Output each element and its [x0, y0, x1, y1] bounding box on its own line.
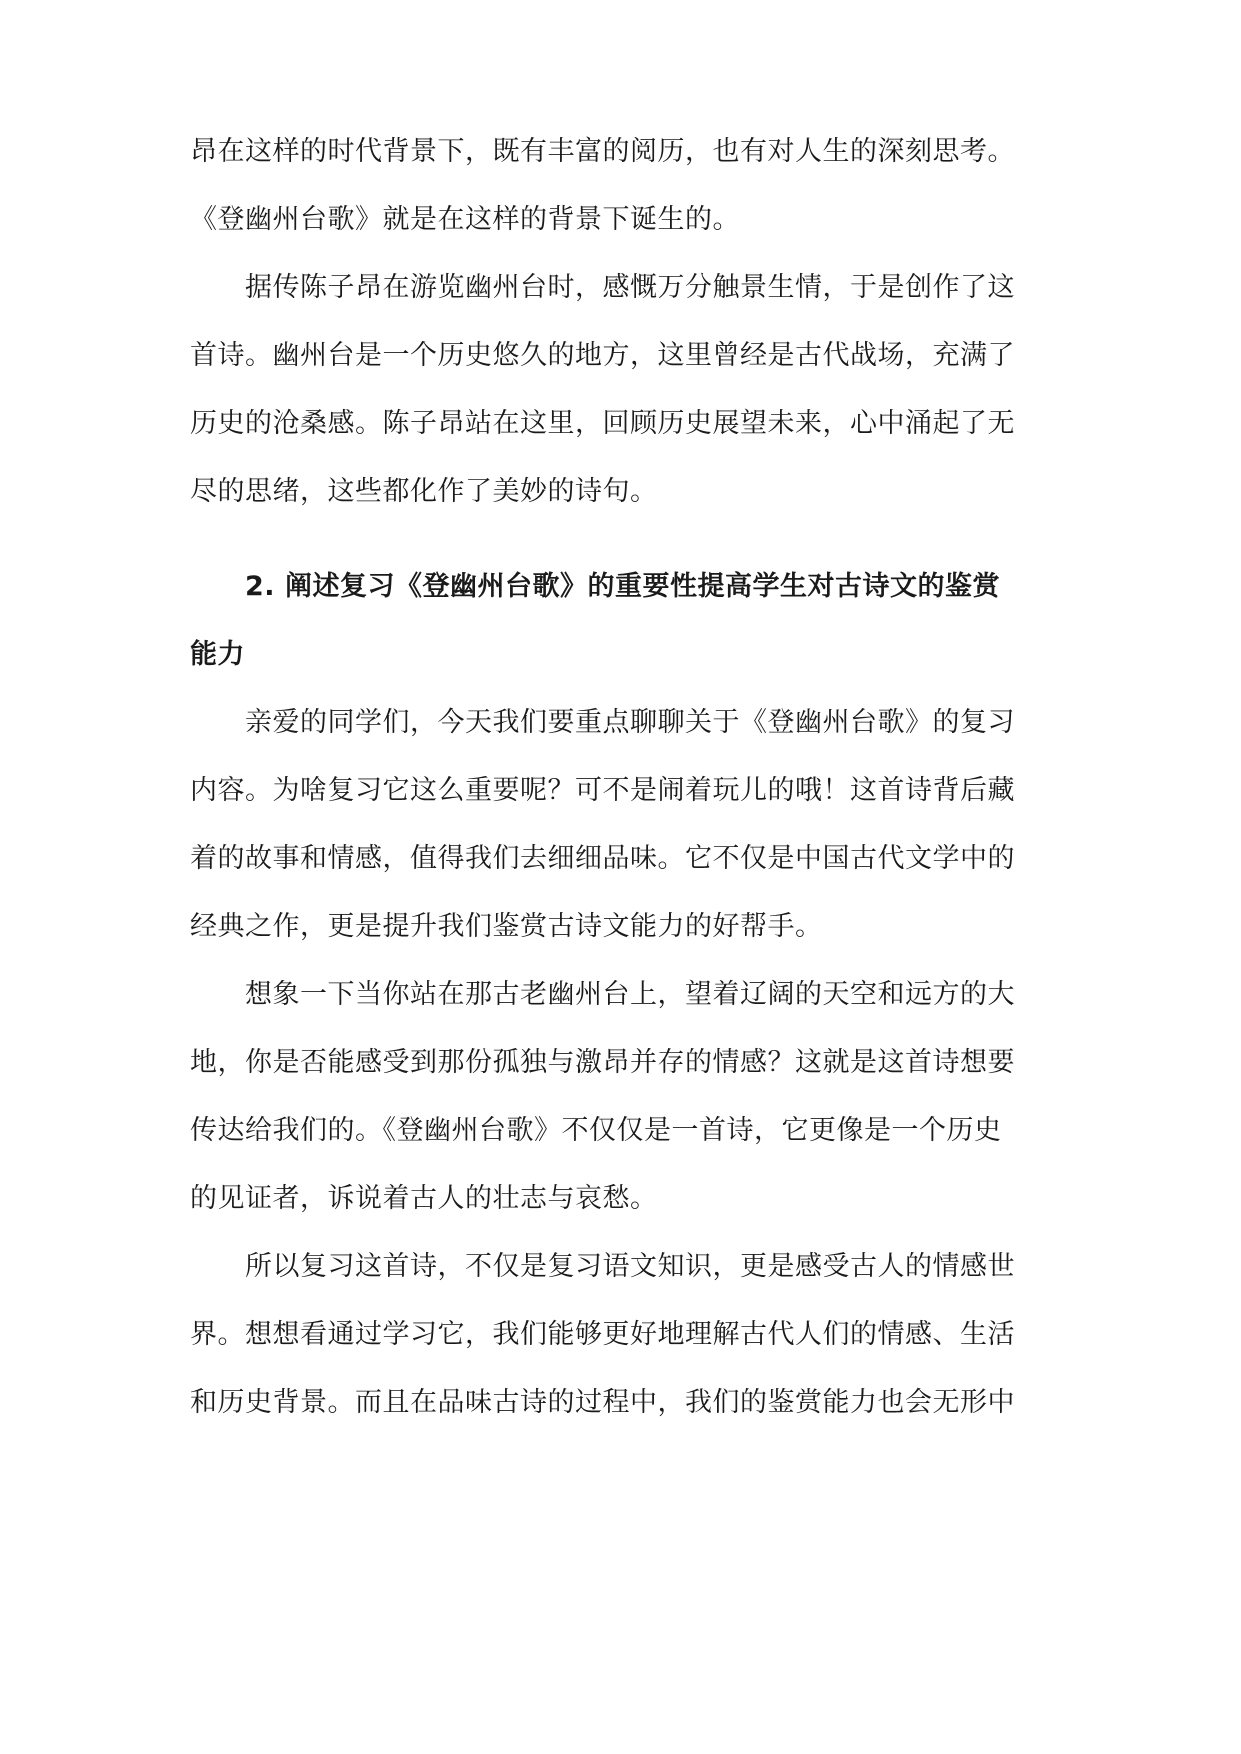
section-heading-line-1: 2. 阐述复习《登幽州台歌》的重要性提高学生对古诗文的鉴赏 — [245, 571, 1000, 602]
paragraph-1-line-2: 《登幽州台歌》就是在这样的背景下诞生的。 — [190, 204, 740, 235]
paragraph-2-line-1: 据传陈子昂在游览幽州台时，感慨万分触景生情，于是创作了这 — [245, 272, 1015, 303]
paragraph-2-line-4: 尽的思绪，这些都化作了美妙的诗句。 — [190, 476, 658, 507]
section-heading-line-2: 能力 — [190, 639, 245, 670]
paragraph-2-line-2: 首诗。幽州台是一个历史悠久的地方，这里曾经是古代战场，充满了 — [190, 340, 1015, 371]
paragraph-3-line-4: 经典之作，更是提升我们鉴赏古诗文能力的好帮手。 — [190, 911, 823, 942]
paragraph-4-line-4: 的见证者，诉说着古人的壮志与哀愁。 — [190, 1183, 658, 1214]
paragraph-1-line-1: 昂在这样的时代背景下，既有丰富的阅历，也有对人生的深刻思考。 — [190, 136, 1015, 167]
paragraph-4-line-3: 传达给我们的。《登幽州台歌》不仅仅是一首诗，它更像是一个历史 — [190, 1115, 1002, 1146]
paragraph-5-line-3: 和历史背景。而且在品味古诗的过程中，我们的鉴赏能力也会无形中 — [190, 1387, 1015, 1418]
paragraph-3-line-2: 内容。为啥复习它这么重要呢？可不是闹着玩儿的哦！这首诗背后藏 — [190, 775, 1015, 806]
paragraph-4-line-1: 想象一下当你站在那古老幽州台上，望着辽阔的天空和远方的大 — [245, 979, 1015, 1010]
paragraph-4-line-2: 地，你是否能感受到那份孤独与激昂并存的情感？这就是这首诗想要 — [190, 1047, 1015, 1078]
paragraph-2-line-3: 历史的沧桑感。陈子昂站在这里，回顾历史展望未来，心中涌起了无 — [190, 408, 1015, 439]
paragraph-5-line-2: 界。想想看通过学习它，我们能够更好地理解古代人们的情感、生活 — [190, 1319, 1015, 1350]
paragraph-3-line-1: 亲爱的同学们，今天我们要重点聊聊关于《登幽州台歌》的复习 — [245, 707, 1015, 738]
paragraph-3-line-3: 着的故事和情感，值得我们去细细品味。它不仅是中国古代文学中的 — [190, 843, 1015, 874]
paragraph-5-line-1: 所以复习这首诗，不仅是复习语文知识，更是感受古人的情感世 — [245, 1251, 1015, 1282]
